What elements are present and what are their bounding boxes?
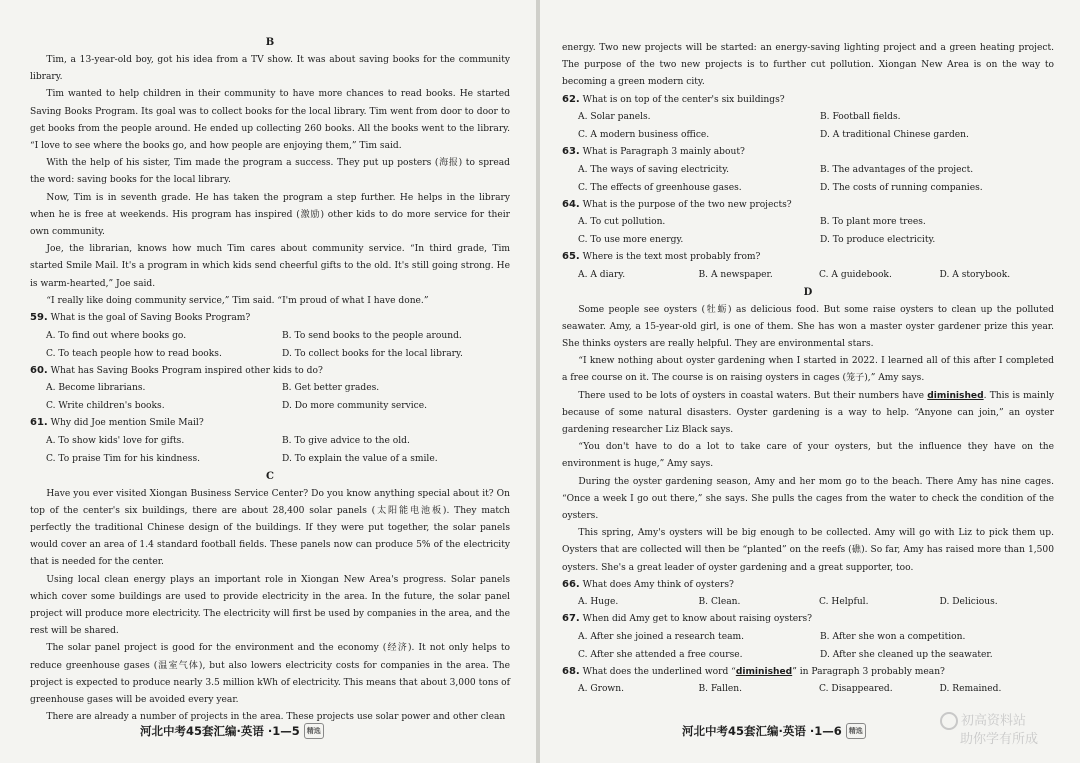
question-63-options — [562, 161, 1054, 197]
question-66: 66. What does Amy think of oysters? — [562, 578, 734, 590]
option: C. After she attended a free course. — [578, 649, 743, 660]
right-content — [562, 40, 1054, 698]
option: B. A newspaper. — [698, 269, 773, 280]
option: B. Fallen. — [698, 684, 743, 695]
badge-icon: 精选 — [846, 723, 866, 739]
option: C. To praise Tim for his kindness. — [46, 453, 201, 464]
b-paragraph: Tim wanted to help children in their community to have more chances to read books. He started Saving Books Program. Its goal was to collect books for the local library. Tim went from door to door to get books from the people around. He ended up collecting 260 books. All the books went to the library. “I love to see where the books go, and how people are enjoying them,” Tim said. — [30, 89, 510, 152]
option: D. To explain the value of a smile. — [282, 453, 438, 464]
question-62-options — [562, 108, 1054, 144]
option: C. The effects of greenhouse gases. — [578, 182, 742, 193]
c-paragraph: Have you ever visited Xiongan Business Service Center? Do you know anything special about it? On top of the center's six buildings, there are about 28,400 solar panels (太阳能电池板). They match perfectly the traditional Chinese design of the buildings. If they were put together, the solar panels would cover an area of 1.4 standard football fields. These panels now can produce 5% of the electricity that is needed for the center. — [30, 488, 510, 568]
option: C. Helpful. — [819, 597, 869, 608]
d-paragraph: This spring, Amy's oysters will be big enough to be collected. Amy will go with Liz to pick them up. Oysters that are collected will then be “planted” on the reefs (礁). So far, Amy has raised more than 1,500 oysters. She's a great leader of oyster gardening and a great supporter, too. — [562, 528, 1054, 573]
b-paragraph: Joe, the librarian, knows how much Tim cares about community service. “In third grade, Tim started Smile Mail. It's a program in which kids send cheerful gifts to the old. It's still going strong. He is warm-hearted,” Joe said. — [30, 244, 510, 289]
option: B. The advantages of the project. — [820, 164, 974, 175]
option: D. Delicious. — [939, 597, 998, 608]
option: C. To use more energy. — [578, 235, 684, 246]
right-page — [540, 0, 1080, 763]
footer-text: 河北中考45套汇编·英语 ·1—5 — [140, 724, 300, 738]
left-page — [0, 0, 536, 763]
option: B. To give advice to the old. — [282, 435, 410, 446]
question-59-options — [30, 327, 510, 363]
option: D. Do more community service. — [282, 401, 428, 412]
footer-text: 河北中考45套汇编·英语 ·1—6 — [682, 724, 842, 738]
question-61: 61. Why did Joe mention Smile Mail? — [30, 417, 204, 429]
question-67: 67. When did Amy get to know about raising oysters? — [562, 613, 813, 625]
c-paragraph: Using local clean energy plays an important role in Xiongan New Area's progress. Solar panels which cover some buildings are used to provide electricity in the area. In the future, the solar panel project will produce more electricity. The electricity will first be used by companies in the area, and the rest will be shared. — [30, 574, 510, 637]
option: D. To collect books for the local library. — [282, 348, 463, 359]
b-paragraph: With the help of his sister, Tim made the program a success. They put up posters (海报) to spread the word: saving books for the local library. — [30, 158, 510, 186]
watermark-logo-icon — [940, 712, 958, 730]
b-paragraph: Now, Tim is in seventh grade. He has taken the program a step further. He helps in the library when he is free at weekends. His program has inspired (激励) other kids to do more service for their own community. — [30, 192, 510, 238]
question-59: 59. What is the goal of Saving Books Program? — [30, 312, 251, 324]
option: A. Huge. — [578, 597, 619, 608]
c-continuation: energy. Two new projects will be started: an energy-saving lighting project and a green heating project. The purpose of the two new projects is to further cut pollution. Xiongan New Area is on the way to becoming a green modern city. — [562, 43, 1054, 88]
question-60-options — [30, 379, 510, 415]
option: A. After she joined a research team. — [578, 631, 745, 642]
option: D. A traditional Chinese garden. — [820, 130, 969, 141]
question-60: 60. What has Saving Books Program inspired other kids to do? — [30, 364, 323, 376]
question-65-options — [562, 266, 1054, 284]
question-67-options — [562, 628, 1054, 664]
d-paragraph: “You don't have to do a lot to take care of your oysters, but the influence they have on the environment is huge,” Amy says. — [562, 442, 1054, 470]
left-footer — [140, 723, 324, 739]
option: B. To plant more trees. — [820, 217, 926, 228]
question-63: 63. What is Paragraph 3 mainly about? — [562, 146, 745, 158]
b-paragraph: Tim, a 13-year-old boy, got his idea from a TV show. It was about saving books for the community library. — [30, 55, 510, 83]
option: D. The costs of running companies. — [820, 182, 983, 193]
option: A. To cut pollution. — [578, 217, 666, 228]
right-footer — [682, 723, 866, 739]
underlined-word: diminished — [927, 390, 984, 401]
question-64-options — [562, 213, 1054, 249]
option: A. Grown. — [578, 684, 624, 695]
question-62: 62. What is on top of the center's six buildings? — [562, 93, 785, 105]
option: A. To find out where books go. — [46, 330, 187, 341]
d-paragraph: There used to be lots of oysters in coastal waters. But their numbers have diminished. This is mainly because of some natural disasters. Oyster gardening is a way to help. “Anyone can join,” an oyster gardening researcher Liz Black says. — [562, 390, 1054, 436]
option: A. The ways of saving electricity. — [578, 164, 730, 175]
option: B. Get better grades. — [282, 383, 380, 394]
option: A. Become librarians. — [46, 383, 146, 394]
c-paragraph: There are already a number of projects in the area. These projects use solar power and other clean — [46, 712, 506, 723]
question-64: 64. What is the purpose of the two new projects? — [562, 198, 792, 210]
option: C. Write children's books. — [46, 401, 165, 412]
option: C. To teach people how to read books. — [46, 348, 222, 359]
option: D. To produce electricity. — [820, 235, 936, 246]
left-content — [30, 34, 510, 726]
section-c-heading: C — [266, 470, 274, 482]
option: D. A storybook. — [939, 269, 1011, 280]
question-66-options — [562, 593, 1054, 611]
question-68: 68. What does the underlined word “diminished” in Paragraph 3 probably mean? — [562, 665, 945, 677]
option: C. Disappeared. — [819, 684, 893, 695]
d-paragraph: Some people see oysters (牡蛎) as delicious food. But some raise oysters to clean up the polluted seawater. Amy, a 15-year-old girl, is one of them. She has won a master oyster gardener prize this year. She thinks oysters are really helpful. They are environmental stars. — [562, 304, 1054, 350]
option: B. To send books to the people around. — [282, 330, 462, 341]
b-paragraph: “I really like doing community service,” Tim said. “I'm proud of what I have done.” — [46, 295, 429, 306]
section-b-heading: B — [265, 37, 275, 48]
question-68-options — [562, 680, 1054, 698]
option: D. After she cleaned up the seawater. — [820, 649, 993, 660]
watermark: 初高资料站 助你学有所成 — [940, 712, 1080, 749]
option: A. To show kids' love for gifts. — [46, 435, 185, 446]
c-paragraph: The solar panel project is good for the environment and the economy (经济). It not only helps to reduce greenhouse gases (温室气体), but also lowers electricity costs for companies in the area. The project is expected to produce nearly 3.5 million kWh of electricity. This means that about 3,000 tons of greenhouse gases will be avoided every year. — [30, 643, 510, 705]
d-paragraph: During the oyster gardening season, Amy and her mom go to the beach. There Amy has nine cages. “Once a week I go out there,” she says. She pulls the cages from the water to check the condition of the oysters. — [562, 476, 1054, 522]
option: B. Clean. — [698, 597, 741, 608]
option: C. A guidebook. — [819, 269, 892, 280]
question-65: 65. Where is the text most probably from? — [562, 251, 761, 263]
option: D. Remained. — [939, 684, 1002, 695]
section-d-heading: D — [803, 286, 813, 298]
option: B. Football fields. — [820, 112, 901, 123]
option: A. A diary. — [578, 269, 626, 280]
option: B. After she won a competition. — [820, 631, 966, 642]
underlined-word: diminished — [735, 666, 793, 677]
badge-icon: 精选 — [304, 723, 324, 739]
d-paragraph: “I knew nothing about oyster gardening when I started in 2022. I learned all of this after I completed a free course on it. The course is on raising oysters in cages (笼子),” Amy says. — [562, 356, 1054, 384]
question-61-options — [30, 432, 510, 468]
option: A. Solar panels. — [578, 112, 651, 123]
option: C. A modern business office. — [578, 130, 710, 141]
